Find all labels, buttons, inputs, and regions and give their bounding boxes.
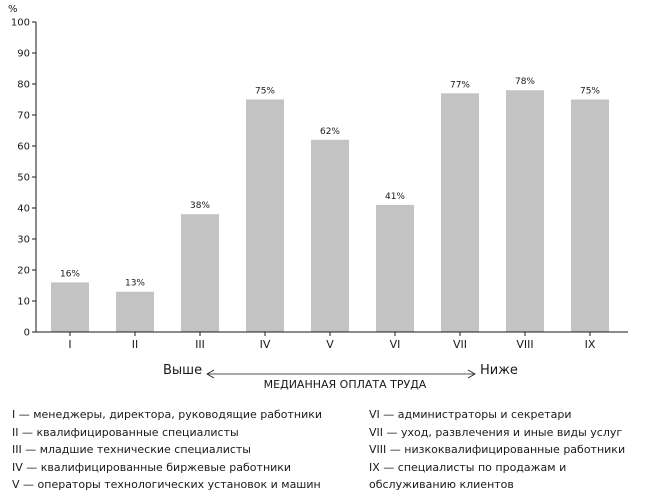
bar-value-label: 38% (189, 201, 211, 212)
y-axis (11, 18, 36, 339)
bar (246, 100, 284, 333)
legend (12, 406, 642, 496)
bar (376, 205, 414, 332)
x-category-label: III (195, 338, 205, 351)
x-category-label: VIII (516, 338, 534, 351)
bar (441, 93, 479, 332)
bars (51, 77, 609, 332)
legend-item: VI — администраторы и секретари (369, 408, 572, 421)
y-tick-label: 100 (10, 17, 30, 29)
bar-value-label: 41% (384, 191, 406, 202)
x-category-label: IV (259, 338, 271, 351)
legend-item: III — младшие технические специалисты (12, 443, 251, 457)
y-axis-unit-label: % (8, 4, 18, 15)
bar (116, 292, 154, 332)
y-tick-label: 90 (17, 48, 30, 60)
bar (51, 282, 89, 332)
bar (571, 100, 609, 333)
legend-item: IV — квалифицированные биржевые работники (12, 460, 292, 474)
bar-value-label: 75% (579, 86, 601, 97)
legend-item: V — операторы технологических установок и машин (12, 478, 321, 492)
x-category-label: IX (584, 338, 596, 351)
scale-right-label: Ниже (480, 363, 518, 378)
legend-item: VII — уход, развлечения и иные виды услуг (369, 425, 623, 439)
legend-column-right (369, 406, 644, 494)
bar-value-label: 77% (449, 80, 471, 91)
y-tick-label: 70 (17, 110, 30, 122)
x-category-label: V (326, 338, 334, 351)
x-axis (36, 332, 628, 351)
legend-item: II — квалифицированные специалисты (12, 425, 239, 439)
y-tick-label: 20 (17, 265, 30, 277)
bar-value-label: 62% (319, 126, 341, 137)
y-tick-label: 0 (23, 327, 30, 339)
bar (181, 214, 219, 332)
y-tick-label: 30 (17, 234, 30, 246)
x-category-label: II (131, 338, 139, 351)
bar (311, 140, 349, 332)
x-category-label: VI (389, 338, 401, 351)
pay-scale (163, 363, 518, 391)
y-tick-label: 60 (17, 141, 30, 153)
bar-value-label: 75% (254, 86, 276, 97)
bar (506, 90, 544, 332)
y-tick-label: 50 (17, 172, 30, 184)
legend-item: IX — специалисты по продажам и обслуживанию клиентов (369, 460, 567, 492)
x-category-label: I (68, 338, 72, 351)
legend-item: VIII — низкоквалифицированные работники (369, 443, 626, 457)
legend-item: I — менеджеры, директора, руководящие работники (12, 408, 323, 421)
bar-value-label: 78% (514, 77, 536, 88)
x-category-label: VII (452, 338, 468, 351)
scale-caption: МЕДИАННАЯ ОПЛАТА ТРУДА (263, 378, 427, 391)
bar-value-label: 13% (124, 278, 146, 289)
y-tick-label: 80 (17, 79, 30, 91)
scale-left-label: Выше (163, 363, 203, 378)
y-tick-label: 10 (17, 296, 30, 308)
legend-column-left (12, 406, 357, 494)
y-tick-label: 40 (17, 203, 30, 215)
bar-value-label: 16% (59, 269, 81, 280)
